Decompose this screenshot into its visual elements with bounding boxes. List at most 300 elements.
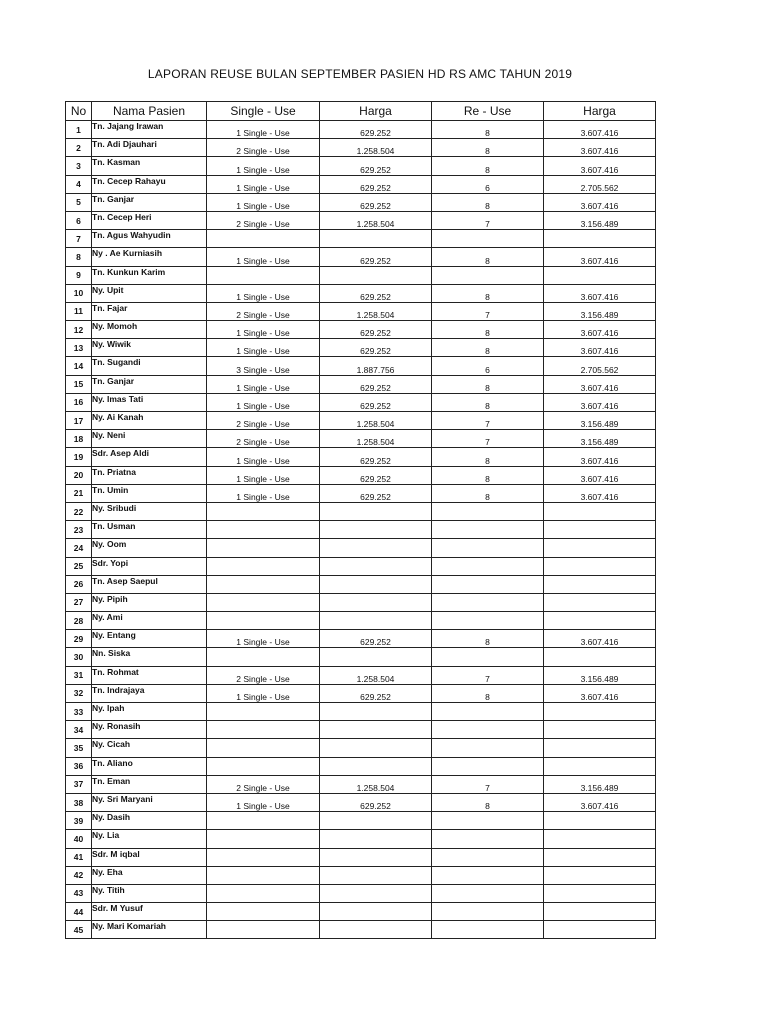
table-row <box>66 903 656 921</box>
cell-patient-name: Tn. Usman <box>92 521 207 539</box>
cell-re-use <box>432 884 544 902</box>
cell-re-use <box>432 848 544 866</box>
cell-re-use: 8 <box>432 193 544 211</box>
cell-single-use <box>207 848 320 866</box>
cell-single-use: 1 Single - Use <box>207 684 320 702</box>
cell-re-use <box>432 521 544 539</box>
cell-re-use: 8 <box>432 484 544 502</box>
cell-re-use <box>432 812 544 830</box>
table-row <box>66 139 656 157</box>
cell-no: 11 <box>66 302 92 320</box>
cell-re-use: 8 <box>432 684 544 702</box>
cell-no: 35 <box>66 739 92 757</box>
cell-no: 40 <box>66 830 92 848</box>
cell-re-use: 8 <box>432 321 544 339</box>
cell-single-use: 1 Single - Use <box>207 175 320 193</box>
table-row <box>66 557 656 575</box>
cell-harga-reuse: 3.607.416 <box>544 284 656 302</box>
cell-harga-single <box>320 757 432 775</box>
cell-harga-single <box>320 648 432 666</box>
cell-re-use <box>432 648 544 666</box>
cell-re-use <box>432 703 544 721</box>
table-row <box>66 484 656 502</box>
cell-single-use: 1 Single - Use <box>207 321 320 339</box>
cell-harga-reuse <box>544 866 656 884</box>
patient-reuse-table <box>65 101 656 939</box>
cell-harga-reuse: 3.607.416 <box>544 466 656 484</box>
cell-no: 26 <box>66 575 92 593</box>
table-row <box>66 593 656 611</box>
cell-harga-reuse: 3.156.489 <box>544 775 656 793</box>
cell-re-use <box>432 593 544 611</box>
cell-no: 32 <box>66 684 92 702</box>
cell-harga-single <box>320 575 432 593</box>
table-row <box>66 848 656 866</box>
cell-single-use <box>207 757 320 775</box>
cell-re-use: 8 <box>432 139 544 157</box>
cell-no: 43 <box>66 884 92 902</box>
cell-harga-reuse <box>544 648 656 666</box>
cell-no: 36 <box>66 757 92 775</box>
cell-patient-name: Ny. Ai Kanah <box>92 412 207 430</box>
cell-harga-single: 629.252 <box>320 375 432 393</box>
cell-single-use: 1 Single - Use <box>207 284 320 302</box>
cell-harga-single <box>320 521 432 539</box>
cell-no: 31 <box>66 666 92 684</box>
cell-re-use: 8 <box>432 284 544 302</box>
cell-patient-name: Tn. Cecep Heri <box>92 211 207 229</box>
cell-no: 10 <box>66 284 92 302</box>
cell-single-use <box>207 884 320 902</box>
cell-patient-name: Tn. Indrajaya <box>92 684 207 702</box>
cell-re-use: 6 <box>432 175 544 193</box>
cell-harga-single: 629.252 <box>320 321 432 339</box>
cell-single-use: 1 Single - Use <box>207 193 320 211</box>
cell-harga-reuse <box>544 812 656 830</box>
cell-single-use: 2 Single - Use <box>207 430 320 448</box>
cell-harga-single <box>320 502 432 520</box>
cell-harga-reuse <box>544 757 656 775</box>
cell-patient-name: Tn. Sugandi <box>92 357 207 375</box>
cell-harga-reuse: 3.607.416 <box>544 248 656 266</box>
cell-single-use: 1 Single - Use <box>207 157 320 175</box>
table-row <box>66 775 656 793</box>
cell-re-use <box>432 502 544 520</box>
cell-harga-reuse: 3.607.416 <box>544 793 656 811</box>
cell-single-use: 1 Single - Use <box>207 793 320 811</box>
table-row <box>66 812 656 830</box>
cell-harga-reuse: 3.607.416 <box>544 630 656 648</box>
cell-re-use: 8 <box>432 793 544 811</box>
cell-single-use <box>207 866 320 884</box>
cell-patient-name: Ny. Neni <box>92 430 207 448</box>
cell-re-use <box>432 539 544 557</box>
cell-no: 28 <box>66 612 92 630</box>
table-row <box>66 866 656 884</box>
cell-harga-single: 629.252 <box>320 684 432 702</box>
header-patient-name: Nama Pasien <box>92 102 207 121</box>
cell-harga-reuse: 3.607.416 <box>544 157 656 175</box>
cell-patient-name: Ny. Ami <box>92 612 207 630</box>
cell-harga-single <box>320 739 432 757</box>
cell-harga-single: 1.258.504 <box>320 775 432 793</box>
table-row <box>66 666 656 684</box>
cell-no: 12 <box>66 321 92 339</box>
cell-patient-name: Tn. Rohmat <box>92 666 207 684</box>
cell-no: 18 <box>66 430 92 448</box>
cell-patient-name: Tn. Kasman <box>92 157 207 175</box>
table-row <box>66 393 656 411</box>
cell-patient-name: Ny. Sri Maryani <box>92 793 207 811</box>
cell-harga-reuse <box>544 502 656 520</box>
cell-single-use <box>207 648 320 666</box>
cell-patient-name: Sdr. Yopi <box>92 557 207 575</box>
cell-single-use <box>207 230 320 248</box>
cell-re-use: 8 <box>432 339 544 357</box>
cell-single-use: 2 Single - Use <box>207 139 320 157</box>
cell-single-use <box>207 812 320 830</box>
cell-patient-name: Ny. Imas Tati <box>92 393 207 411</box>
cell-harga-reuse <box>544 739 656 757</box>
cell-no: 23 <box>66 521 92 539</box>
cell-single-use: 1 Single - Use <box>207 466 320 484</box>
cell-patient-name: Ny. Eha <box>92 866 207 884</box>
table-row <box>66 757 656 775</box>
cell-no: 25 <box>66 557 92 575</box>
cell-patient-name: Sdr. Asep Aldi <box>92 448 207 466</box>
cell-single-use: 2 Single - Use <box>207 412 320 430</box>
table-row <box>66 302 656 320</box>
cell-patient-name: Ny. Sribudi <box>92 502 207 520</box>
cell-patient-name: Tn. Jajang Irawan <box>92 121 207 139</box>
cell-patient-name: Tn. Asep Saepul <box>92 575 207 593</box>
cell-single-use <box>207 266 320 284</box>
cell-no: 13 <box>66 339 92 357</box>
cell-harga-single: 629.252 <box>320 393 432 411</box>
cell-harga-reuse: 3.607.416 <box>544 484 656 502</box>
table-header-row <box>66 102 656 121</box>
cell-harga-reuse <box>544 557 656 575</box>
cell-re-use: 7 <box>432 412 544 430</box>
cell-re-use: 8 <box>432 248 544 266</box>
cell-patient-name: Ny. Lia <box>92 830 207 848</box>
cell-single-use: 1 Single - Use <box>207 630 320 648</box>
cell-harga-reuse <box>544 612 656 630</box>
cell-re-use: 6 <box>432 357 544 375</box>
cell-harga-single: 629.252 <box>320 157 432 175</box>
cell-harga-single <box>320 921 432 939</box>
table-row <box>66 448 656 466</box>
cell-single-use: 1 Single - Use <box>207 393 320 411</box>
cell-harga-reuse <box>544 830 656 848</box>
cell-no: 45 <box>66 921 92 939</box>
cell-single-use <box>207 521 320 539</box>
cell-patient-name: Tn. Ganjar <box>92 375 207 393</box>
cell-patient-name: Ny. Titih <box>92 884 207 902</box>
cell-patient-name: Tn. Cecep Rahayu <box>92 175 207 193</box>
cell-patient-name: Ny . Ae Kurniasih <box>92 248 207 266</box>
cell-patient-name: Tn. Fajar <box>92 302 207 320</box>
cell-patient-name: Ny. Oom <box>92 539 207 557</box>
cell-patient-name: Tn. Priatna <box>92 466 207 484</box>
cell-harga-single <box>320 866 432 884</box>
table-row <box>66 430 656 448</box>
table-row <box>66 575 656 593</box>
cell-patient-name: Ny. Ipah <box>92 703 207 721</box>
table-row <box>66 266 656 284</box>
cell-re-use: 7 <box>432 775 544 793</box>
table-row <box>66 321 656 339</box>
table-row <box>66 539 656 557</box>
cell-harga-single: 1.258.504 <box>320 139 432 157</box>
cell-harga-single: 629.252 <box>320 284 432 302</box>
cell-no: 44 <box>66 903 92 921</box>
cell-re-use <box>432 575 544 593</box>
header-harga-reuse: Harga <box>544 102 656 121</box>
cell-harga-reuse: 3.156.489 <box>544 430 656 448</box>
cell-no: 20 <box>66 466 92 484</box>
cell-harga-reuse <box>544 230 656 248</box>
cell-patient-name: Tn. Kunkun Karim <box>92 266 207 284</box>
cell-harga-single <box>320 266 432 284</box>
cell-single-use: 1 Single - Use <box>207 248 320 266</box>
cell-no: 37 <box>66 775 92 793</box>
cell-single-use: 2 Single - Use <box>207 775 320 793</box>
cell-patient-name: Tn. Eman <box>92 775 207 793</box>
cell-no: 27 <box>66 593 92 611</box>
cell-harga-reuse: 3.156.489 <box>544 412 656 430</box>
cell-harga-single <box>320 884 432 902</box>
cell-harga-reuse <box>544 266 656 284</box>
header-harga-single: Harga <box>320 102 432 121</box>
cell-harga-single: 629.252 <box>320 121 432 139</box>
cell-single-use <box>207 557 320 575</box>
cell-no: 41 <box>66 848 92 866</box>
cell-single-use <box>207 612 320 630</box>
table-row <box>66 466 656 484</box>
cell-single-use: 1 Single - Use <box>207 339 320 357</box>
cell-harga-single: 629.252 <box>320 484 432 502</box>
cell-patient-name: Sdr. M Yusuf <box>92 903 207 921</box>
cell-no: 6 <box>66 211 92 229</box>
cell-re-use <box>432 612 544 630</box>
report-title: LAPORAN REUSE BULAN SEPTEMBER PASIEN HD RS AMC TAHUN 2019 <box>147 67 573 81</box>
cell-re-use: 7 <box>432 211 544 229</box>
cell-no: 1 <box>66 121 92 139</box>
cell-harga-single: 629.252 <box>320 193 432 211</box>
table-row <box>66 684 656 702</box>
cell-harga-reuse: 3.607.416 <box>544 684 656 702</box>
cell-patient-name: Ny. Ronasih <box>92 721 207 739</box>
table-row <box>66 375 656 393</box>
table-row <box>66 157 656 175</box>
cell-single-use: 1 Single - Use <box>207 484 320 502</box>
cell-patient-name: Tn. Ganjar <box>92 193 207 211</box>
cell-no: 7 <box>66 230 92 248</box>
cell-single-use <box>207 921 320 939</box>
cell-harga-reuse: 3.156.489 <box>544 666 656 684</box>
table-row <box>66 248 656 266</box>
cell-no: 38 <box>66 793 92 811</box>
table-row <box>66 357 656 375</box>
table-row <box>66 739 656 757</box>
cell-patient-name: Ny. Cicah <box>92 739 207 757</box>
cell-single-use: 3 Single - Use <box>207 357 320 375</box>
cell-re-use <box>432 230 544 248</box>
cell-harga-reuse <box>544 848 656 866</box>
cell-harga-reuse <box>544 521 656 539</box>
cell-harga-reuse <box>544 721 656 739</box>
table-row <box>66 521 656 539</box>
table-row <box>66 284 656 302</box>
cell-harga-reuse <box>544 539 656 557</box>
table-row <box>66 230 656 248</box>
table-row <box>66 830 656 848</box>
cell-re-use: 7 <box>432 666 544 684</box>
cell-harga-reuse <box>544 593 656 611</box>
table-row <box>66 921 656 939</box>
cell-re-use: 8 <box>432 448 544 466</box>
cell-patient-name: Tn. Adi Djauhari <box>92 139 207 157</box>
cell-no: 2 <box>66 139 92 157</box>
cell-harga-reuse: 3.156.489 <box>544 211 656 229</box>
cell-re-use <box>432 721 544 739</box>
table-row <box>66 793 656 811</box>
cell-patient-name: Ny. Entang <box>92 630 207 648</box>
cell-harga-single: 629.252 <box>320 175 432 193</box>
cell-no: 22 <box>66 502 92 520</box>
cell-no: 5 <box>66 193 92 211</box>
cell-harga-reuse: 3.607.416 <box>544 448 656 466</box>
cell-harga-reuse: 2.705.562 <box>544 175 656 193</box>
cell-single-use: 1 Single - Use <box>207 121 320 139</box>
cell-single-use: 2 Single - Use <box>207 302 320 320</box>
table-row <box>66 121 656 139</box>
table-row <box>66 502 656 520</box>
cell-no: 24 <box>66 539 92 557</box>
cell-harga-single <box>320 903 432 921</box>
cell-re-use <box>432 266 544 284</box>
header-re-use: Re - Use <box>432 102 544 121</box>
cell-no: 34 <box>66 721 92 739</box>
cell-harga-reuse: 3.607.416 <box>544 139 656 157</box>
cell-re-use <box>432 557 544 575</box>
cell-re-use <box>432 866 544 884</box>
cell-no: 30 <box>66 648 92 666</box>
cell-no: 14 <box>66 357 92 375</box>
cell-harga-single <box>320 539 432 557</box>
cell-harga-single: 1.258.504 <box>320 666 432 684</box>
table-row <box>66 703 656 721</box>
cell-harga-single <box>320 721 432 739</box>
cell-re-use: 8 <box>432 121 544 139</box>
cell-no: 29 <box>66 630 92 648</box>
cell-patient-name: Nn. Siska <box>92 648 207 666</box>
table-row <box>66 412 656 430</box>
cell-harga-single: 629.252 <box>320 630 432 648</box>
cell-re-use <box>432 921 544 939</box>
cell-no: 19 <box>66 448 92 466</box>
cell-harga-single: 1.258.504 <box>320 412 432 430</box>
cell-single-use <box>207 575 320 593</box>
header-single-use: Single - Use <box>207 102 320 121</box>
cell-harga-single <box>320 830 432 848</box>
cell-patient-name: Ny. Wiwik <box>92 339 207 357</box>
cell-re-use: 8 <box>432 157 544 175</box>
cell-no: 3 <box>66 157 92 175</box>
table-body <box>66 121 656 939</box>
cell-single-use: 1 Single - Use <box>207 375 320 393</box>
header-no: No <box>66 102 92 121</box>
cell-harga-reuse: 3.607.416 <box>544 121 656 139</box>
cell-re-use: 8 <box>432 393 544 411</box>
cell-harga-reuse <box>544 703 656 721</box>
cell-harga-reuse: 3.607.416 <box>544 193 656 211</box>
table-row <box>66 339 656 357</box>
table-row <box>66 648 656 666</box>
cell-patient-name: Sdr. M iqbal <box>92 848 207 866</box>
table-row <box>66 884 656 902</box>
cell-re-use <box>432 739 544 757</box>
cell-harga-single: 629.252 <box>320 339 432 357</box>
cell-harga-reuse <box>544 903 656 921</box>
table-row <box>66 630 656 648</box>
cell-harga-reuse: 3.607.416 <box>544 393 656 411</box>
cell-re-use: 8 <box>432 630 544 648</box>
cell-no: 33 <box>66 703 92 721</box>
cell-harga-reuse <box>544 575 656 593</box>
cell-single-use <box>207 721 320 739</box>
cell-harga-single <box>320 848 432 866</box>
cell-harga-single: 629.252 <box>320 793 432 811</box>
cell-single-use: 1 Single - Use <box>207 448 320 466</box>
cell-no: 9 <box>66 266 92 284</box>
cell-harga-single: 1.887.756 <box>320 357 432 375</box>
cell-re-use: 7 <box>432 302 544 320</box>
table-row <box>66 175 656 193</box>
cell-re-use: 8 <box>432 466 544 484</box>
cell-harga-single <box>320 612 432 630</box>
cell-re-use: 8 <box>432 375 544 393</box>
cell-re-use: 7 <box>432 430 544 448</box>
cell-no: 4 <box>66 175 92 193</box>
cell-harga-single <box>320 593 432 611</box>
cell-single-use <box>207 539 320 557</box>
cell-harga-reuse: 3.607.416 <box>544 375 656 393</box>
cell-no: 39 <box>66 812 92 830</box>
cell-single-use <box>207 739 320 757</box>
cell-harga-single: 1.258.504 <box>320 302 432 320</box>
cell-harga-single <box>320 703 432 721</box>
cell-harga-single <box>320 812 432 830</box>
cell-patient-name: Tn. Aliano <box>92 757 207 775</box>
cell-harga-single: 629.252 <box>320 448 432 466</box>
cell-harga-reuse: 2.705.562 <box>544 357 656 375</box>
cell-harga-single <box>320 230 432 248</box>
cell-single-use: 2 Single - Use <box>207 666 320 684</box>
cell-re-use <box>432 903 544 921</box>
cell-harga-reuse: 3.607.416 <box>544 321 656 339</box>
cell-re-use <box>432 757 544 775</box>
cell-no: 17 <box>66 412 92 430</box>
cell-harga-reuse: 3.607.416 <box>544 339 656 357</box>
cell-harga-reuse <box>544 884 656 902</box>
cell-single-use <box>207 703 320 721</box>
cell-single-use <box>207 593 320 611</box>
cell-harga-reuse <box>544 921 656 939</box>
cell-no: 16 <box>66 393 92 411</box>
cell-patient-name: Ny. Pipih <box>92 593 207 611</box>
